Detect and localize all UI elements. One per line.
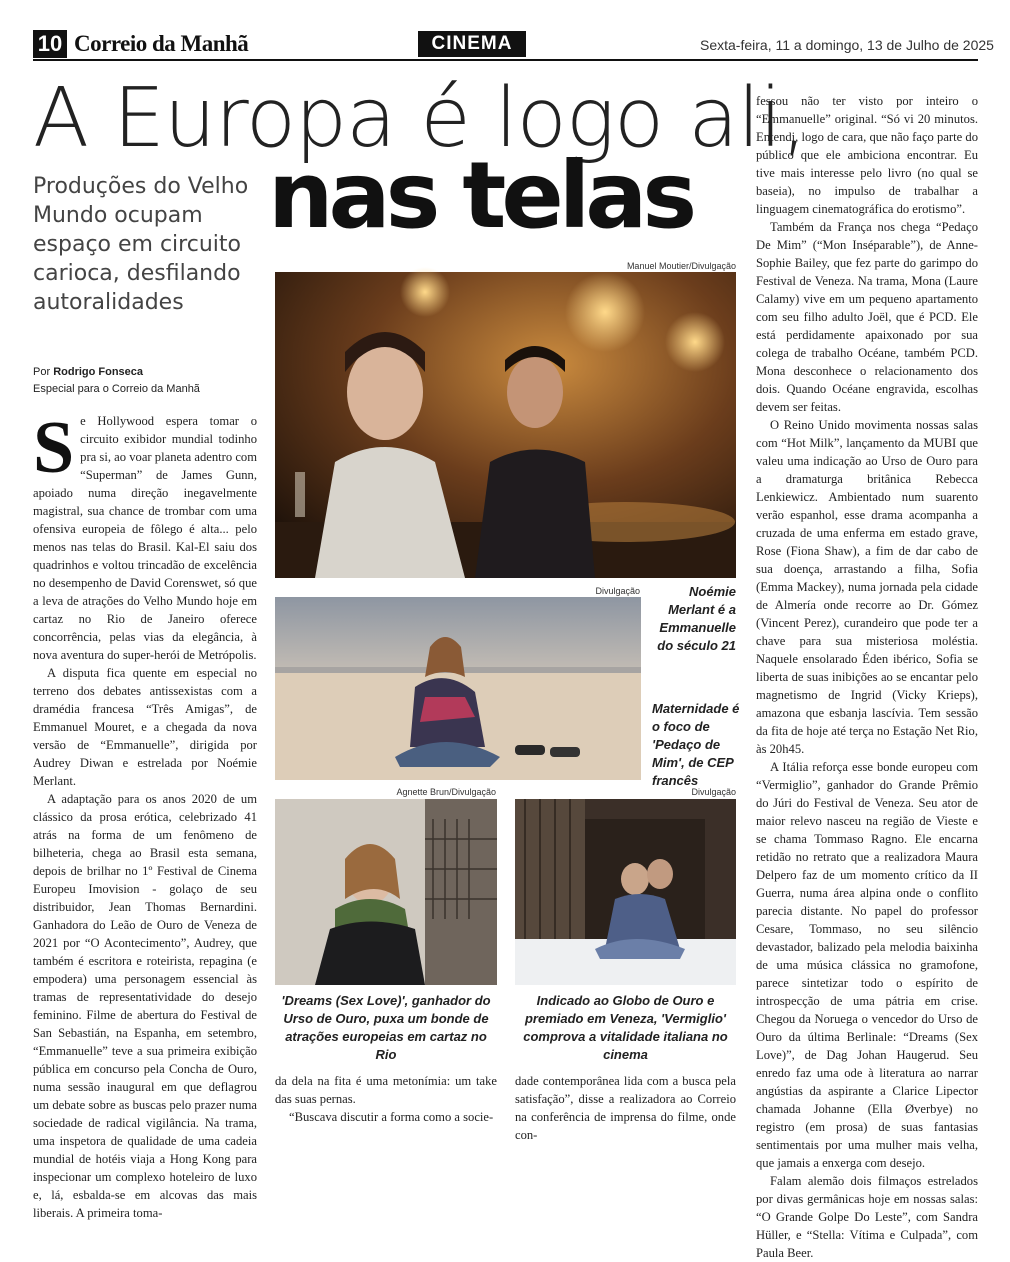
page-header xyxy=(0,0,1010,60)
photo-credit-mid: Divulgação xyxy=(595,586,640,596)
paragraph: fessou não ter visto por inteiro o “Emmanuelle” original. “Só vi 20 minutos. Entendi, logo de cara, que não faço parte do público que ele ambiciona encontrar. Eu tive mais interesse pelo livro (no qual se baseia), no impulso de trabalhar a linguagem cinematográfica do erotismo”. xyxy=(756,94,978,216)
photo-restaurant-scene xyxy=(275,272,736,578)
paragraph: “Buscava discutir a forma como a socie- xyxy=(289,1110,494,1124)
restaurant-scene-image xyxy=(275,272,736,578)
paragraph: dade contemporânea lida com a busca pela satisfação”, disse a realizadora ao Correio na conferência de imprensa do filme, onde con- xyxy=(515,1074,736,1142)
photo-credit-top: Manuel Moutier/Divulgação xyxy=(626,261,736,271)
page-number: 10 xyxy=(33,30,67,58)
paragraph: da dela na fita é uma metonímia: um take das suas pernas. xyxy=(275,1074,497,1106)
photo-credit-bottom-right: Divulgação xyxy=(691,787,736,797)
drop-cap: S xyxy=(33,407,75,489)
paragraph: Também da França nos chega “Pedaço De Mim” (“Mon Inséparable”), de Anne-Sophie Bailey, que fez parte do garimpo do Festival de Veneza. Na trama, Mona (Laure Calamy) vive em um pequeno apartamento com seu filho adulto Joël, que é PCD. Ele está perdidamente apaixonado por sua colega de trabalho Océane, também PCD. Mona desconhece o relacionamento dos dois. Quando Océane engravida, escolhas devem ser feitas. xyxy=(756,220,978,414)
article-column-1 xyxy=(33,407,257,1220)
article-column-2 xyxy=(275,1072,497,1134)
headline-line-1: A Europa é logo ali, xyxy=(33,71,807,166)
dreams-scene-image xyxy=(275,799,497,985)
paragraph: O Reino Unido movimenta nossas salas com “Hot Milk”, lançamento da MUBI que valeu uma indicação ao Urso de Ouro para a dramaturga britânica Rebecca Lenkiewicz. Ambientado num suarento verão espanhol, esse drama acompanha a cruzada de uma enferma em estado grave, Rose (Fiona Shaw), a fim de dar cabo de sua doença, arrastando a filha, Sofia (Emma Mackey), numa jornada pela cidade de Almería onde recorre ao Dr. Gómez (Vincent Perez), curandeiro que pode ter a chave para sua misteriosa moléstia. Naquele ensolarado Éden ibérico, Sofia se liberta de suas inibições ao se encantar pelo magnetismo de Ingrid (Vicky Krieps), amazona que esbanja lascívia. Tem sessão da fita de hoje até terça no Estação Net Rio, às 20h45. xyxy=(756,418,978,756)
caption-bottom-left: 'Dreams (Sex Love)', ganhador do Urso de Ouro, puxa um bonde de atrações europeias em cartaz no Rio xyxy=(281,993,491,1062)
paragraph: A disputa fica quente em especial no terreno dos debates antissexistas com a dramédia francesa “Três Amigas”, de Emmanuel Mouret, e a chegada da nova versão de “Emmanuelle”, dirigida por Audrey Diwan e estrelada por Noémie Merlant. xyxy=(33,666,257,788)
issue-date: Sexta-feira, 11 a domingo, 13 de Julho de 2025 xyxy=(700,37,994,53)
photo-credit-bottom-left: Agnette Brun/Divulgação xyxy=(396,787,496,797)
article-column-4 xyxy=(756,92,978,1260)
beach-scene-image xyxy=(275,597,641,780)
byline-prefix: Por xyxy=(33,366,51,378)
paragraph: Falam alemão dois filmaços estrelados por divas germânicas hoje em nossas salas: “O Grande Golpe Do Leste”, com Sandra Hüller, e “Stella: Vítima e Culpada”, com Paula Beer. xyxy=(756,1174,978,1260)
byline-author: Rodrigo Fonseca xyxy=(53,366,144,378)
section-label: CINEMA xyxy=(418,31,526,57)
newspaper-name: Correio da Manhã xyxy=(74,31,249,56)
paragraph: A Itália reforça esse bonde europeu com “Vermiglio”, ganhador do Grande Prêmio do Júri do Festival de Veneza. Seu ator de maior relevo nasceu na região de Vieste e se chama Tommaso Ragno. Ele encarna retidão no retrato que a realizadora Maura Delpero faz de um momento crítico da II Guerra, numa área alpina onde o conflito parecia distante. No papel do professor Cesare, Tommaso, no seu silêncio devastador, balizado pela melodia baixinha de uma música clássica no gramofone, parece sintetizar todo o espírito de introspecção de uma pátria em crise. Chegou da Noruega o vencedor do Urso de Ouro da última Berlinale: “Dreams (Sex Love)”, de Dag Johan Haugerud. Seu enredo faz uma ode à literatura ao narrar angústias da aspirante a Clarice Lipector chamada Johanne (Ella Øverbye) no registro (em prosa) de suas fantasias sentimentais por uma mulher mais velha, que jamais a enxerga com desejo. xyxy=(756,760,978,1170)
subheadline: Produções do Velho Mundo ocupam espaço em circuito carioca, desfilando autoralidades xyxy=(33,174,249,315)
headline-line-2: nas telas xyxy=(268,142,693,249)
paragraph: A adaptação para os anos 2020 de um clássico da prosa erótica, celebrizado 41 atrás na forma de um fenômeno de bilheteria, chega ao Brasil esta semana, depois de brilhar no 1º Festival de Cinema Europeu Imovision - golaço de seu distribuidor, Jean Thomas Bernardini. Ganhadora do Leão de Ouro de Veneza de 2021 por “O Acontecimento”, Audrey, que também é escritora e roteirista, repagina (e empodera) uma personagem essencial às tramas de representatividade do desejo feminino. Filme de abertura do Festival de San Sebastián, na Espanha, em setembro, “Emmanuelle” teve a sua primeira exibição pública em concurso pela Concha de Ouro, numa sessão inaugural em que deflagrou um debate sobre as buscas pelo prazer numa sociedade de radical vigilância. Na trama, uma inspetora de qualidade de uma cadeia mundial de hotéis viaja a Hong Kong para inspecionar um complexo hoteleiro de luxo e, lá, esbalda-se em alcovas das mais liberais. A primeira toma- xyxy=(33,792,257,1220)
caption-mid: Maternidade é o foco de 'Pedaço de Mim', de CEP francês xyxy=(652,701,740,788)
photo-vermiglio-scene xyxy=(515,799,736,985)
photo-dreams-scene xyxy=(275,799,497,985)
header-rule xyxy=(33,59,978,61)
byline xyxy=(33,364,200,398)
vermiglio-scene-image xyxy=(515,799,736,985)
caption-bottom-right: Indicado ao Globo de Ouro e premiado em Veneza, 'Vermiglio' comprova a vitalidade italiana no cinema xyxy=(523,993,728,1062)
paragraph: e Hollywood espera tomar o circuito exibidor mundial todinho pra si, ao voar planeta adentro com “Superman” de James Gunn, apoiado numa direção inegavelmente magistral, sua chance de trombar com uma ofensiva europeia de fôlego é alta... pelo menos nas telas do Brasil. Kal-El saiu dos quadrinhos e voltou trincadão de excelência no desempenho de David Corenswet, só que a leva de atrações do Velho Mundo hoje em cartaz no Rio de Janeiro oferece concorrência, pelas vias da elegância, à nova aventura do super-herói de Metrópolis. xyxy=(33,414,257,662)
photo-beach-scene xyxy=(275,597,641,780)
caption-top: Noémie Merlant é a Emmanuelle do século 21 xyxy=(657,584,736,653)
article-column-3 xyxy=(515,1072,736,1142)
byline-role: Especial para o Correio da Manhã xyxy=(33,383,200,395)
